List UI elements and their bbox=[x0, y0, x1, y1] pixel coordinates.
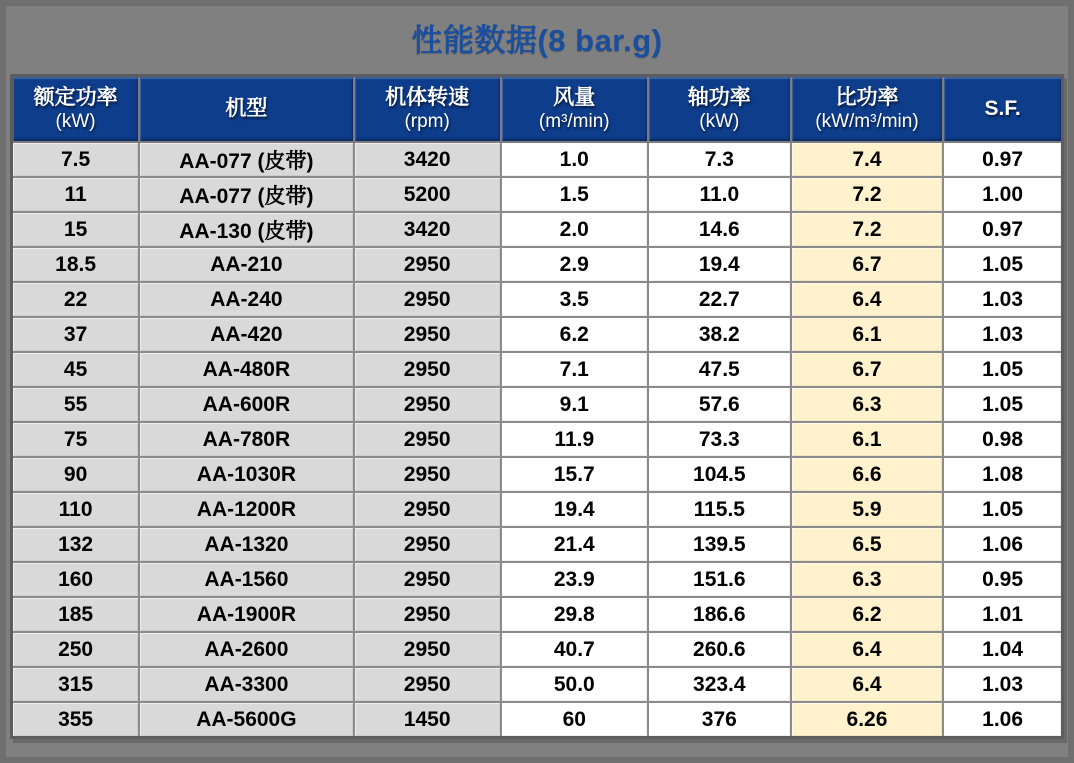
table-cell: AA-210 bbox=[139, 247, 353, 282]
table-cell: AA-1560 bbox=[139, 562, 353, 597]
table-cell: 139.5 bbox=[648, 527, 791, 562]
table-row bbox=[12, 527, 1063, 562]
table-cell: 7.1 bbox=[501, 352, 648, 387]
table-cell: 250 bbox=[12, 632, 140, 667]
table-cell: 2950 bbox=[354, 492, 501, 527]
table-cell: 2950 bbox=[354, 352, 501, 387]
table-cell: 186.6 bbox=[648, 597, 791, 632]
table-cell: AA-1900R bbox=[139, 597, 353, 632]
table-cell: 1.08 bbox=[943, 457, 1062, 492]
table-cell: 1.03 bbox=[943, 317, 1062, 352]
column-header-1 bbox=[12, 76, 140, 143]
table-cell: 1.04 bbox=[943, 632, 1062, 667]
table-row bbox=[12, 247, 1063, 282]
table-cell: AA-420 bbox=[139, 317, 353, 352]
performance-table bbox=[10, 74, 1064, 739]
table-cell: 37 bbox=[12, 317, 140, 352]
table-cell: 2950 bbox=[354, 457, 501, 492]
table-cell: AA-130 (皮带) bbox=[139, 212, 353, 247]
table-cell: 104.5 bbox=[648, 457, 791, 492]
table-cell: 160 bbox=[12, 562, 140, 597]
table-cell: 47.5 bbox=[648, 352, 791, 387]
table-cell: 2950 bbox=[354, 562, 501, 597]
table-cell: 11.0 bbox=[648, 177, 791, 212]
table-cell: 21.4 bbox=[501, 527, 648, 562]
table-cell: 2.9 bbox=[501, 247, 648, 282]
table-cell: 6.7 bbox=[791, 352, 943, 387]
table-cell: 1.03 bbox=[943, 282, 1062, 317]
page-title: 性能数据(8 bar.g) bbox=[411, 22, 663, 58]
table-cell: 0.97 bbox=[943, 142, 1062, 177]
table-cell: AA-1320 bbox=[139, 527, 353, 562]
column-header-2 bbox=[139, 76, 353, 143]
table-row bbox=[12, 457, 1063, 492]
table-cell: 151.6 bbox=[648, 562, 791, 597]
table-cell: 38.2 bbox=[648, 317, 791, 352]
table-cell: 7.5 bbox=[12, 142, 140, 177]
column-header-label: 风量 bbox=[553, 86, 596, 110]
column-header-unit: (m³/min) bbox=[538, 110, 610, 132]
table-cell: 45 bbox=[12, 352, 140, 387]
table-cell: 1.5 bbox=[501, 177, 648, 212]
table-cell: 9.1 bbox=[501, 387, 648, 422]
table-cell: 29.8 bbox=[501, 597, 648, 632]
table-row bbox=[12, 352, 1063, 387]
table-cell: 115.5 bbox=[648, 492, 791, 527]
table-row bbox=[12, 667, 1063, 702]
table-cell: 2950 bbox=[354, 247, 501, 282]
column-header-5 bbox=[648, 76, 791, 143]
table-cell: 2950 bbox=[354, 597, 501, 632]
table-cell: 355 bbox=[12, 702, 140, 738]
table-cell: 185 bbox=[12, 597, 140, 632]
table-cell: 6.4 bbox=[791, 667, 943, 702]
table-cell: 1.01 bbox=[943, 597, 1062, 632]
table-cell: AA-480R bbox=[139, 352, 353, 387]
table-cell: 2950 bbox=[354, 422, 501, 457]
table-row bbox=[12, 387, 1063, 422]
table-cell: AA-1200R bbox=[139, 492, 353, 527]
table-cell: AA-600R bbox=[139, 387, 353, 422]
table-row bbox=[12, 142, 1063, 177]
table-cell: AA-2600 bbox=[139, 632, 353, 667]
column-header-label: S.F. bbox=[984, 97, 1021, 121]
table-cell: 18.5 bbox=[12, 247, 140, 282]
table-cell: 1.0 bbox=[501, 142, 648, 177]
table-body bbox=[12, 142, 1063, 738]
table-cell: 14.6 bbox=[648, 212, 791, 247]
column-header-label: 机型 bbox=[225, 97, 268, 121]
table-cell: 11.9 bbox=[501, 422, 648, 457]
table-cell: 6.2 bbox=[791, 597, 943, 632]
table-cell: 6.4 bbox=[791, 632, 943, 667]
table-row bbox=[12, 632, 1063, 667]
table-cell: 22.7 bbox=[648, 282, 791, 317]
table-cell: 75 bbox=[12, 422, 140, 457]
table-cell: 6.6 bbox=[791, 457, 943, 492]
table-cell: 2950 bbox=[354, 282, 501, 317]
table-header-row bbox=[12, 76, 1063, 143]
table-cell: 22 bbox=[12, 282, 140, 317]
table-row bbox=[12, 317, 1063, 352]
column-header-unit: (kW) bbox=[699, 110, 740, 132]
table-cell: AA-077 (皮带) bbox=[139, 177, 353, 212]
table-cell: 3420 bbox=[354, 142, 501, 177]
table-cell: 40.7 bbox=[501, 632, 648, 667]
column-header-label: 比功率 bbox=[835, 86, 899, 110]
table-cell: 15 bbox=[12, 212, 140, 247]
table-cell: 90 bbox=[12, 457, 140, 492]
table-cell: AA-3300 bbox=[139, 667, 353, 702]
table-cell: 5200 bbox=[354, 177, 501, 212]
table-cell: 2.0 bbox=[501, 212, 648, 247]
table-cell: 7.2 bbox=[791, 212, 943, 247]
table-cell: AA-240 bbox=[139, 282, 353, 317]
table-row bbox=[12, 562, 1063, 597]
table-cell: 1.00 bbox=[943, 177, 1062, 212]
table-cell: 50.0 bbox=[501, 667, 648, 702]
table-cell: 6.1 bbox=[791, 317, 943, 352]
table-cell: 6.3 bbox=[791, 562, 943, 597]
table-cell: AA-5600G bbox=[139, 702, 353, 738]
table-cell: 1.05 bbox=[943, 387, 1062, 422]
table-cell: 6.7 bbox=[791, 247, 943, 282]
column-header-label: 轴功率 bbox=[687, 86, 751, 110]
table-cell: 0.98 bbox=[943, 422, 1062, 457]
table-cell: 260.6 bbox=[648, 632, 791, 667]
table-cell: 7.2 bbox=[791, 177, 943, 212]
table-cell: 1450 bbox=[354, 702, 501, 738]
table-cell: 1.05 bbox=[943, 352, 1062, 387]
table-cell: 55 bbox=[12, 387, 140, 422]
table-row bbox=[12, 177, 1063, 212]
table-cell: 7.4 bbox=[791, 142, 943, 177]
table-cell: 6.3 bbox=[791, 387, 943, 422]
table-cell: 1.06 bbox=[943, 702, 1062, 738]
table-row bbox=[12, 702, 1063, 738]
table-cell: 2950 bbox=[354, 317, 501, 352]
table-cell: 2950 bbox=[354, 527, 501, 562]
table-cell: 60 bbox=[501, 702, 648, 738]
table-cell: 6.1 bbox=[791, 422, 943, 457]
column-header-label: 机体转速 bbox=[385, 86, 470, 110]
table-cell: 0.95 bbox=[943, 562, 1062, 597]
table-cell: 1.03 bbox=[943, 667, 1062, 702]
table-cell: 6.5 bbox=[791, 527, 943, 562]
table-cell: 23.9 bbox=[501, 562, 648, 597]
column-header-unit: (rpm) bbox=[404, 110, 450, 132]
table-cell: 132 bbox=[12, 527, 140, 562]
table-cell: 15.7 bbox=[501, 457, 648, 492]
table-cell: AA-1030R bbox=[139, 457, 353, 492]
table-cell: 2950 bbox=[354, 667, 501, 702]
table-cell: 6.4 bbox=[791, 282, 943, 317]
table-cell: 110 bbox=[12, 492, 140, 527]
table-row bbox=[12, 492, 1063, 527]
column-header-7 bbox=[943, 76, 1062, 143]
column-header-6 bbox=[791, 76, 943, 143]
table-cell: 1.05 bbox=[943, 247, 1062, 282]
table-cell: 6.2 bbox=[501, 317, 648, 352]
table-cell: 1.06 bbox=[943, 527, 1062, 562]
table-header bbox=[12, 76, 1063, 143]
table-cell: 315 bbox=[12, 667, 140, 702]
table-cell: 7.3 bbox=[648, 142, 791, 177]
table-cell: 323.4 bbox=[648, 667, 791, 702]
table-cell: 2950 bbox=[354, 387, 501, 422]
table-row bbox=[12, 597, 1063, 632]
table-cell: 57.6 bbox=[648, 387, 791, 422]
table-cell: 11 bbox=[12, 177, 140, 212]
table-row bbox=[12, 282, 1063, 317]
table-cell: 2950 bbox=[354, 632, 501, 667]
column-header-4 bbox=[501, 76, 648, 143]
table-cell: 6.26 bbox=[791, 702, 943, 738]
table-cell: 3420 bbox=[354, 212, 501, 247]
table-cell: 73.3 bbox=[648, 422, 791, 457]
column-header-unit: (kW) bbox=[55, 110, 96, 132]
table-cell: 19.4 bbox=[648, 247, 791, 282]
table-cell: AA-780R bbox=[139, 422, 353, 457]
table-cell: 0.97 bbox=[943, 212, 1062, 247]
table-cell: 19.4 bbox=[501, 492, 648, 527]
table-row bbox=[12, 212, 1063, 247]
column-header-3 bbox=[354, 76, 501, 143]
table-row bbox=[12, 422, 1063, 457]
column-header-label: 额定功率 bbox=[33, 86, 118, 110]
table-cell: 376 bbox=[648, 702, 791, 738]
column-header-unit: (kW/m³/min) bbox=[815, 110, 919, 132]
table-cell: AA-077 (皮带) bbox=[139, 142, 353, 177]
table-cell: 3.5 bbox=[501, 282, 648, 317]
table-cell: 5.9 bbox=[791, 492, 943, 527]
table-cell: 1.05 bbox=[943, 492, 1062, 527]
